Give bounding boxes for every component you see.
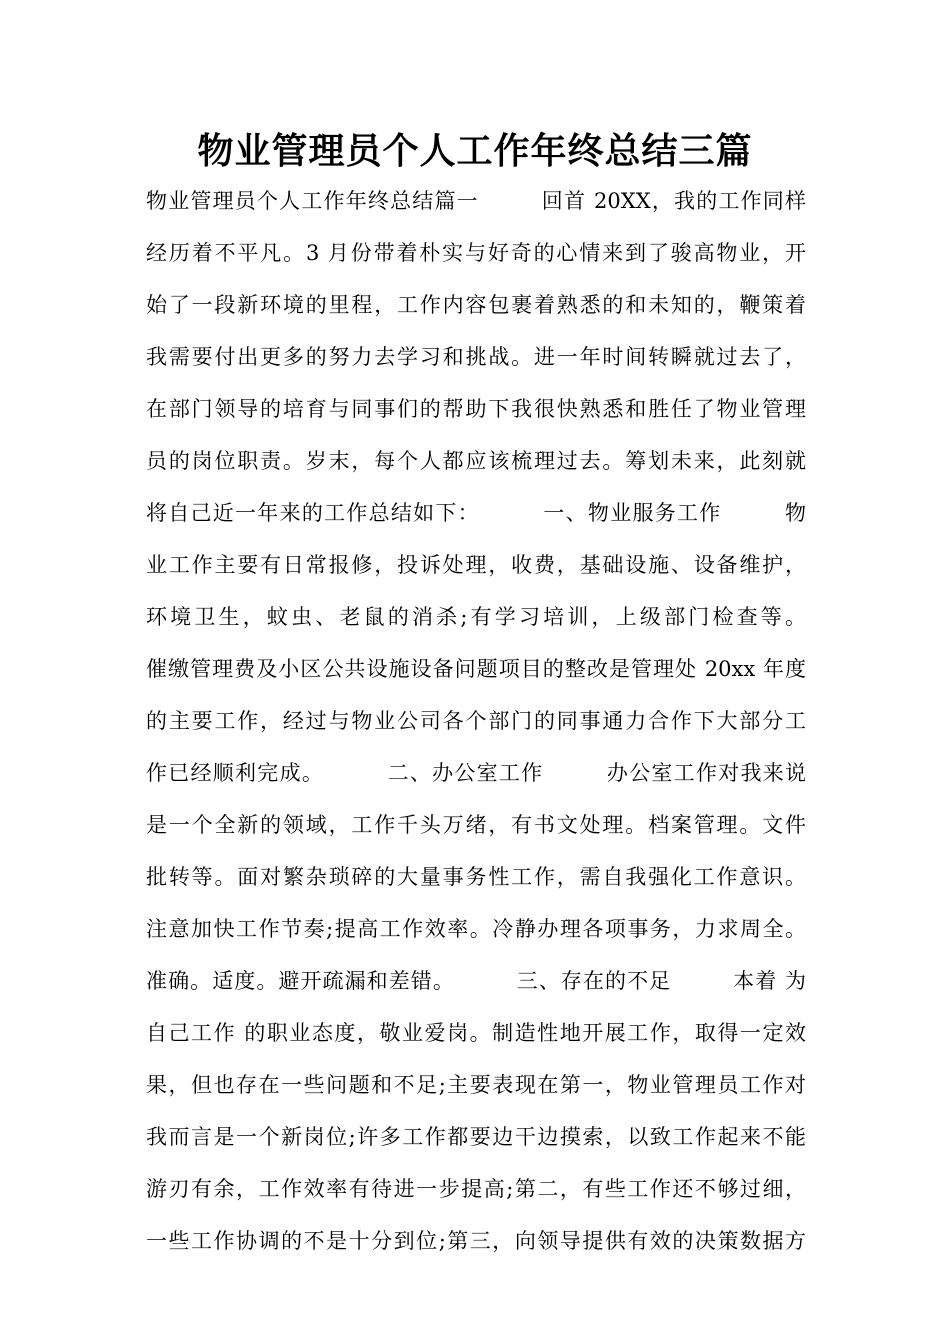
body-line-17: 自己工作 的职业态度，敬业爱岗。制造性地开展工作，取得一定效: [146, 1021, 806, 1045]
body-line-11: 的主要工作，经过与物业公司各个部门的同事通力合作下大部分工: [146, 709, 806, 733]
body-line-4: 我需要付出更多的努力去学习和挑战。进一年时间转瞬就过去了，: [146, 345, 806, 369]
body-line-13: 是一个全新的领域，工作千头万绪，有书文处理。档案管理。文件: [146, 813, 806, 837]
body-line-12: 作已经顺利完成。 二、办公室工作 办公室工作对我来说: [146, 761, 806, 785]
body-line-7: 将自己近一年来的工作总结如下： 一、物业服务工作 物: [146, 501, 806, 525]
body-line-5: 在部门领导的培育与同事们的帮助下我很快熟悉和胜任了物业管理: [146, 397, 806, 421]
document-title: 物业管理员个人工作年终总结三篇: [197, 131, 753, 172]
body-line-19: 我而言是一个新岗位;许多工作都要边干边摸索，以致工作起来不能: [146, 1125, 806, 1149]
body-line-9: 环境卫生，蚊虫、老鼠的消杀;有学习培训，上级部门检查等。: [146, 605, 806, 629]
body-line-6: 员的岗位职责。岁末，每个人都应该梳理过去。筹划未来，此刻就: [146, 449, 806, 473]
body-line-2: 经历着不平凡。3 月份带着朴实与好奇的心情来到了骏高物业，开: [146, 241, 806, 265]
body-line-18: 果，但也存在一些问题和不足;主要表现在第一，物业管理员工作对: [146, 1073, 806, 1097]
body-line-8: 业工作主要有日常报修，投诉处理，收费，基础设施、设备维护，: [146, 553, 806, 577]
body-line-15: 注意加快工作节奏;提高工作效率。冷静办理各项事务，力求周全。: [146, 917, 806, 941]
body-line-3: 始了一段新环境的里程，工作内容包裹着熟悉的和未知的，鞭策着: [146, 293, 806, 317]
body-line-16: 准确。适度。避开疏漏和差错。 三、存在的不足 本着 为: [146, 969, 806, 993]
body-line-21: 一些工作协调的不是十分到位;第三，向领导提供有效的决策数据方: [146, 1229, 806, 1253]
body-line-14: 批转等。面对繁杂琐碎的大量事务性工作，需自我强化工作意识。: [146, 865, 806, 889]
body-line-1: 物业管理员个人工作年终总结篇一 回首 20XX，我的工作同样: [146, 189, 806, 213]
document-body: [146, 181, 806, 1273]
body-line-20: 游刃有余，工作效率有待进一步提高;第二，有些工作还不够过细，: [146, 1177, 806, 1201]
body-line-10: 催缴管理费及小区公共设施设备问题项目的整改是管理处 20xx 年度: [146, 657, 806, 681]
